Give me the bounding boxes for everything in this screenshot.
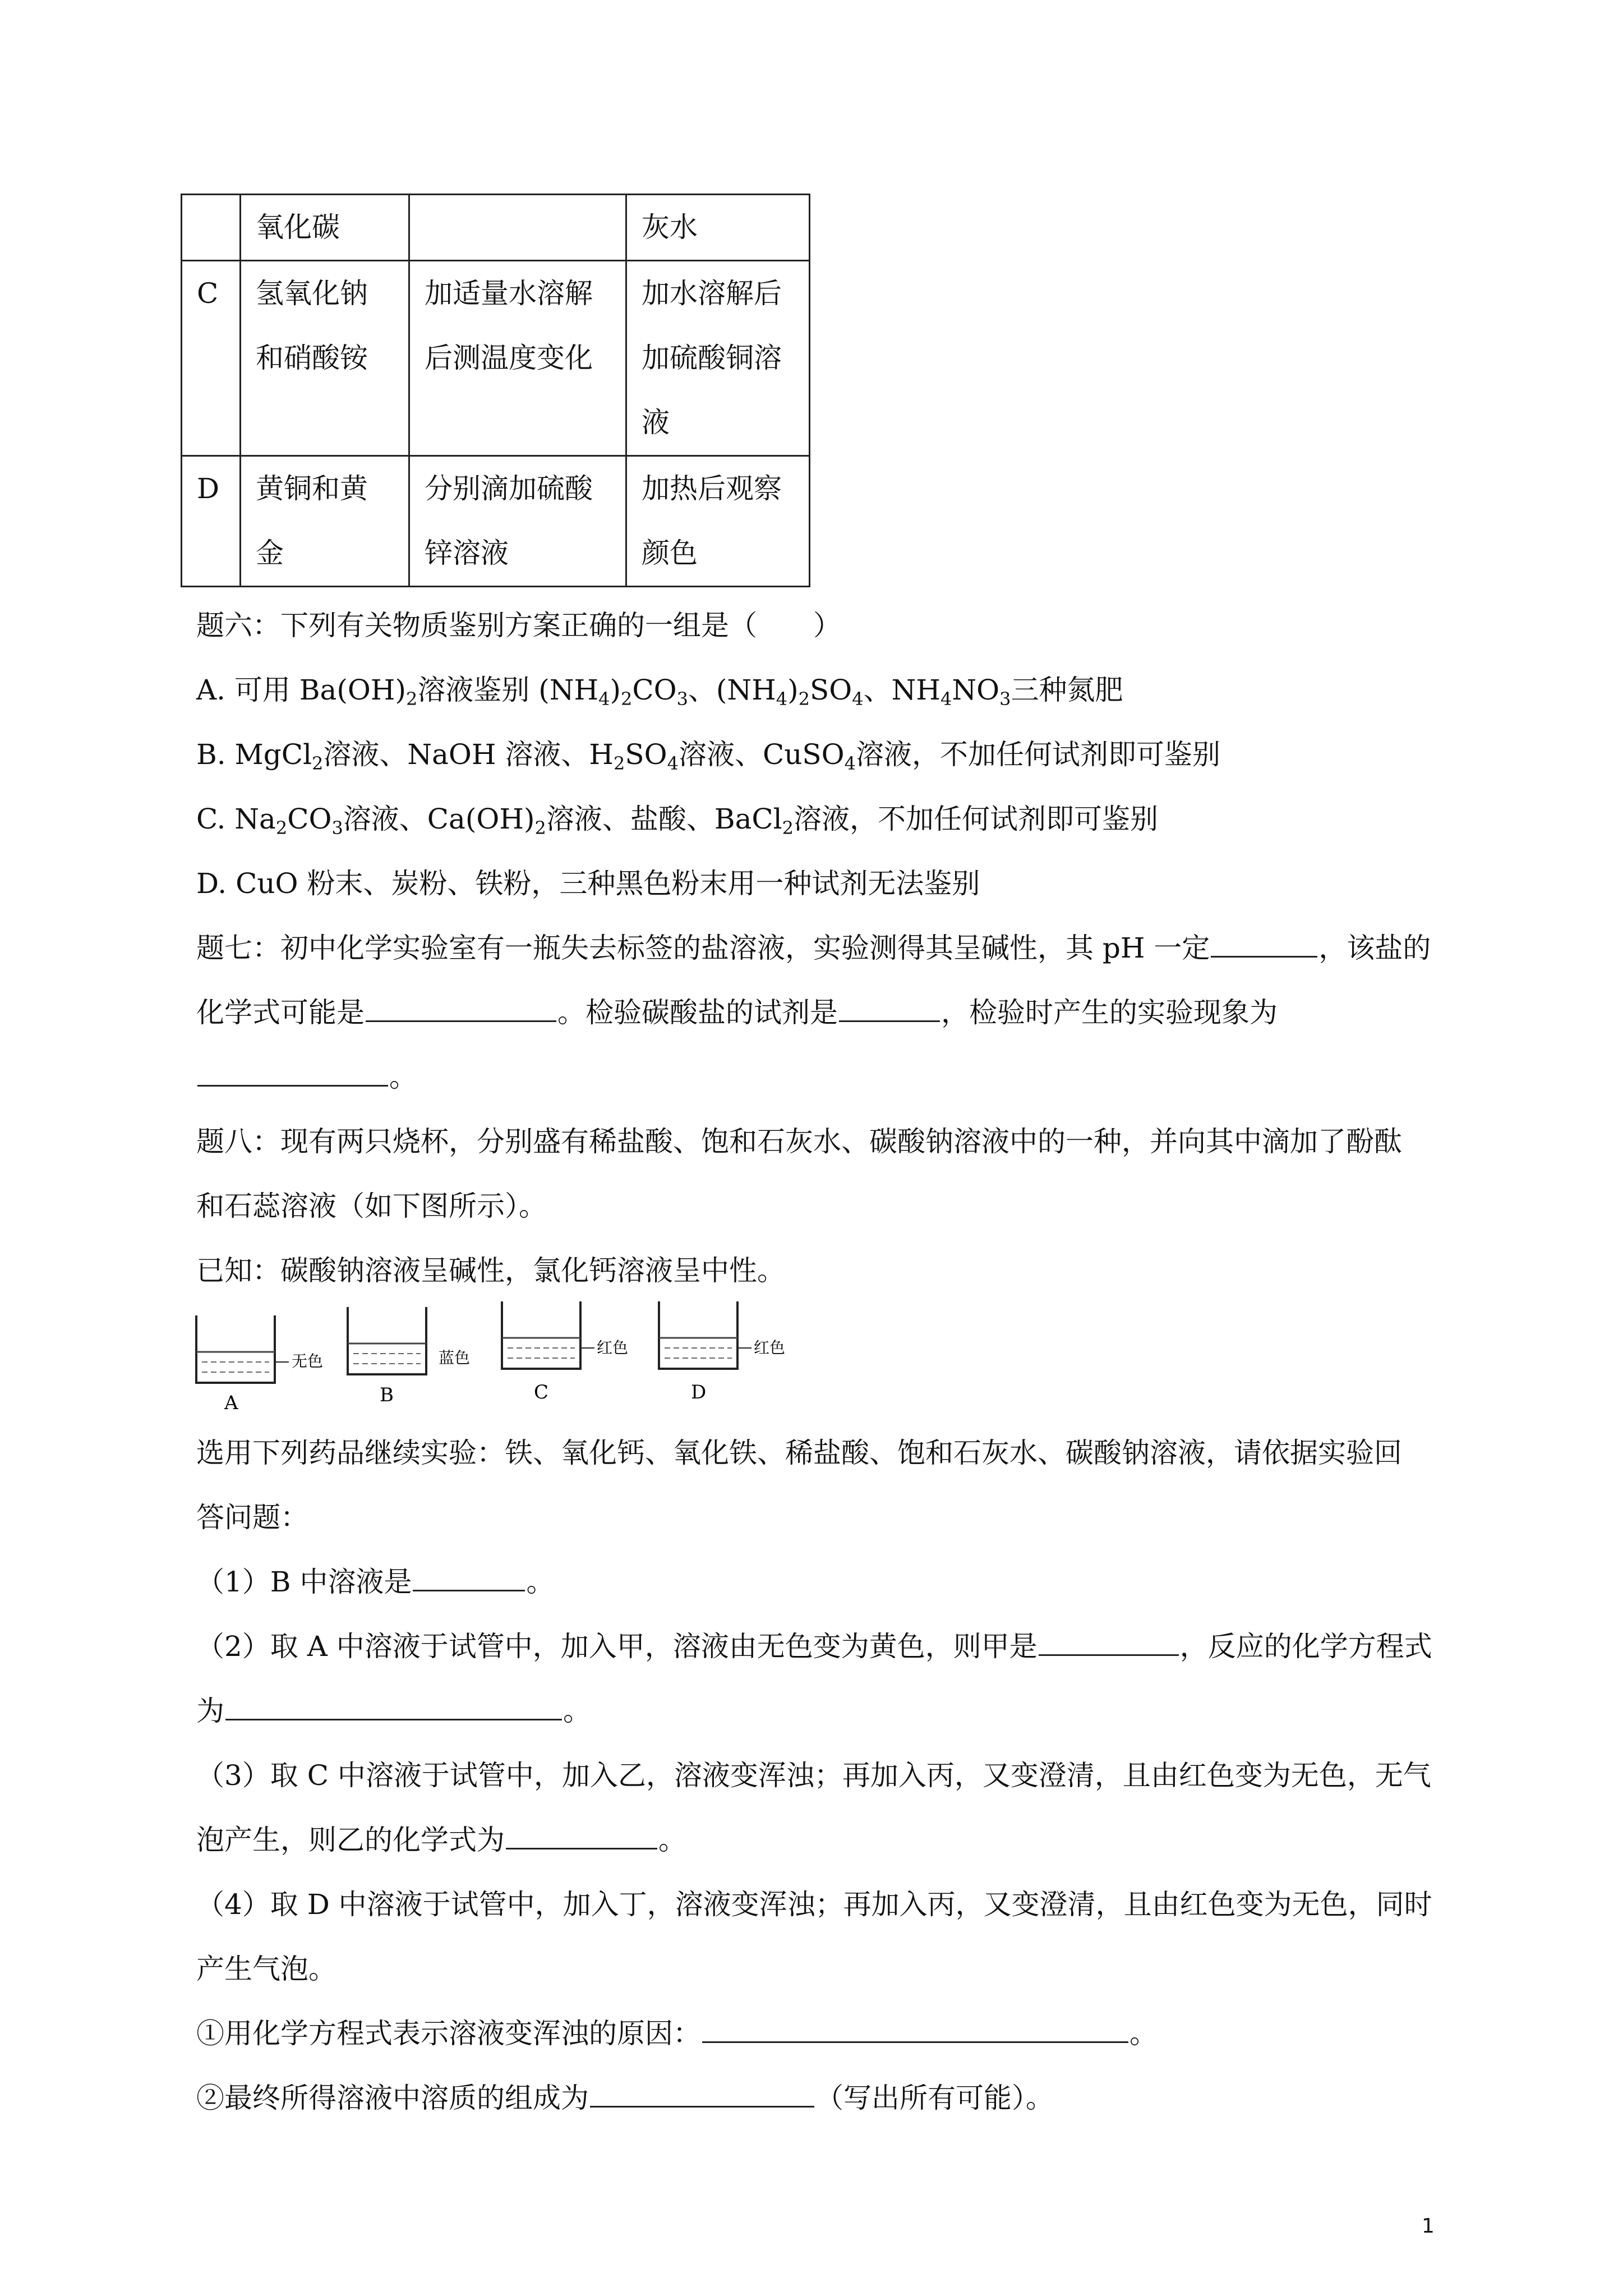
- question-6-option-c: C. $Na_2CO_3$溶液、$Ca(OH)_2$溶液、盐酸、BaCl$_2$溶液，不加任何试剂即可鉴别: [196, 803, 1159, 839]
- question-8-part-2-line-1: （2）取 A 中溶液于试管中，加入甲，溶液由无色变为黄色，则甲是 ，反应的化学方程式: [196, 1630, 1432, 1663]
- beaker-d-letter: D: [691, 1381, 707, 1404]
- beaker-c-color-label: 红色: [597, 1338, 629, 1357]
- answer-blank[interactable]: [839, 998, 940, 1022]
- question-8-part-3-line-2: 泡产生，则乙的化学式为 。: [196, 1824, 686, 1856]
- answer-blank[interactable]: [1039, 1632, 1179, 1656]
- table-row: [182, 261, 810, 456]
- question-8-line-2: 和石蕊溶液（如下图所示）。: [196, 1190, 547, 1222]
- page-number: 1: [1422, 2215, 1435, 2238]
- beaker-c-letter: C: [534, 1381, 549, 1404]
- answer-blank[interactable]: [702, 2019, 1128, 2043]
- beakers-figure: [191, 1290, 808, 1419]
- beaker-d: [659, 1301, 785, 1404]
- table-cell: [409, 195, 626, 261]
- beaker-b: [348, 1307, 470, 1406]
- beaker-c: [502, 1301, 628, 1404]
- question-8-part-4-line-2: 产生气泡。: [196, 1953, 336, 1985]
- beaker-b-color-label: 蓝色: [439, 1349, 471, 1367]
- table-cell: [182, 195, 241, 261]
- table-cell: 灰水: [626, 195, 810, 261]
- question-8-select-line-2: 答问题：: [196, 1501, 308, 1534]
- table-cell: 黄铜和黄 金: [241, 456, 409, 587]
- answer-blank[interactable]: [506, 1825, 657, 1849]
- answer-blank[interactable]: [413, 1567, 525, 1591]
- table-cell: C: [182, 261, 241, 456]
- table-cell: 氧化碳: [241, 195, 409, 261]
- answer-blank[interactable]: [197, 1062, 388, 1087]
- identification-table: [181, 194, 810, 587]
- answer-blank[interactable]: [590, 2083, 814, 2108]
- answer-blank[interactable]: [1211, 933, 1317, 958]
- question-8-select-line-1: 选用下列药品继续实验：铁、氧化钙、氧化铁、稀盐酸、饱和石灰水、碳酸钠溶液，请依据实验回: [196, 1437, 1402, 1469]
- table-cell: 加适量水溶解 后测温度变化: [409, 261, 626, 456]
- answer-blank[interactable]: [366, 998, 556, 1022]
- beaker-d-color-label: 红色: [754, 1338, 786, 1357]
- question-6-option-d: D. CuO 粉末、炭粉、铁粉，三种黑色粉末用一种试剂无法鉴别: [196, 867, 980, 900]
- table-cell: 氢氧化钠 和硝酸铵: [241, 261, 409, 456]
- question-8-sub-2: ②最终所得溶液中溶质的组成为 （写出所有可能）。: [196, 2082, 1054, 2114]
- table-row: [182, 456, 810, 587]
- table-cell: 分别滴加硫酸 锌溶液: [409, 456, 626, 587]
- question-8-part-3-line-1: （3）取 C 中溶液于试管中，加入乙，溶液变浑浊；再加入丙，又变澄清，且由红色变为无色，无气: [196, 1759, 1431, 1792]
- beaker-a-letter: A: [224, 1392, 238, 1414]
- beaker-b-letter: B: [380, 1384, 394, 1406]
- answer-blank[interactable]: [225, 1696, 562, 1720]
- question-8-part-4-line-1: （4）取 D 中溶液于试管中，加入丁，溶液变浑浊；再加入丙，又变澄清，且由红色变为无色，同时: [196, 1888, 1432, 1921]
- question-6-title: 题六：下列有关物质鉴别方案正确的一组是（ ）: [196, 609, 841, 642]
- question-8-known: 已知：碳酸钠溶液呈碱性，氯化钙溶液呈中性。: [196, 1254, 785, 1287]
- table-cell: 加热后观察 颜色: [626, 456, 810, 587]
- question-8-sub-1: ①用化学方程式表示溶液变浑浊的原因： 。: [196, 2017, 1158, 2050]
- beaker-a: [196, 1315, 323, 1414]
- table-cell: 加水溶解后 加硫酸铜溶 液: [626, 261, 810, 456]
- question-7-line-2: 化学式可能是 。检验碳酸盐的试剂是 ，检验时产生的实验现象为: [196, 996, 1278, 1029]
- question-8-part-2-line-2: 为 。: [196, 1695, 591, 1727]
- question-7-line-3: 。: [196, 1055, 1447, 1095]
- question-6-option-b: B. MgCl$_2$溶液、NaOH 溶液、$H_2SO_4$溶液、CuSO$_4$溶液，不加任何试剂即可鉴别: [196, 738, 1221, 774]
- table-cell: D: [182, 456, 241, 587]
- beaker-a-color-label: 无色: [292, 1352, 324, 1370]
- question-6-option-a: A. 可用 $Ba(OH)_2$溶液鉴别 $(NH_4)_2CO_3$、$(NH_4)_2SO_4$、$NH_4NO_3$三种氮肥: [196, 674, 1123, 710]
- question-8-line-1: 题八：现有两只烧杯，分别盛有稀盐酸、饱和石灰水、碳酸钠溶液中的一种，并向其中滴加了酚酞: [196, 1125, 1402, 1158]
- question-7-line-1: 题七：初中化学实验室有一瓶失去标签的盐溶液，实验测得其呈碱性，其 pH 一定 ，该盐的: [196, 932, 1431, 964]
- table-row: [182, 195, 810, 261]
- question-8-part-1: （1）B 中溶液是 。: [196, 1566, 555, 1598]
